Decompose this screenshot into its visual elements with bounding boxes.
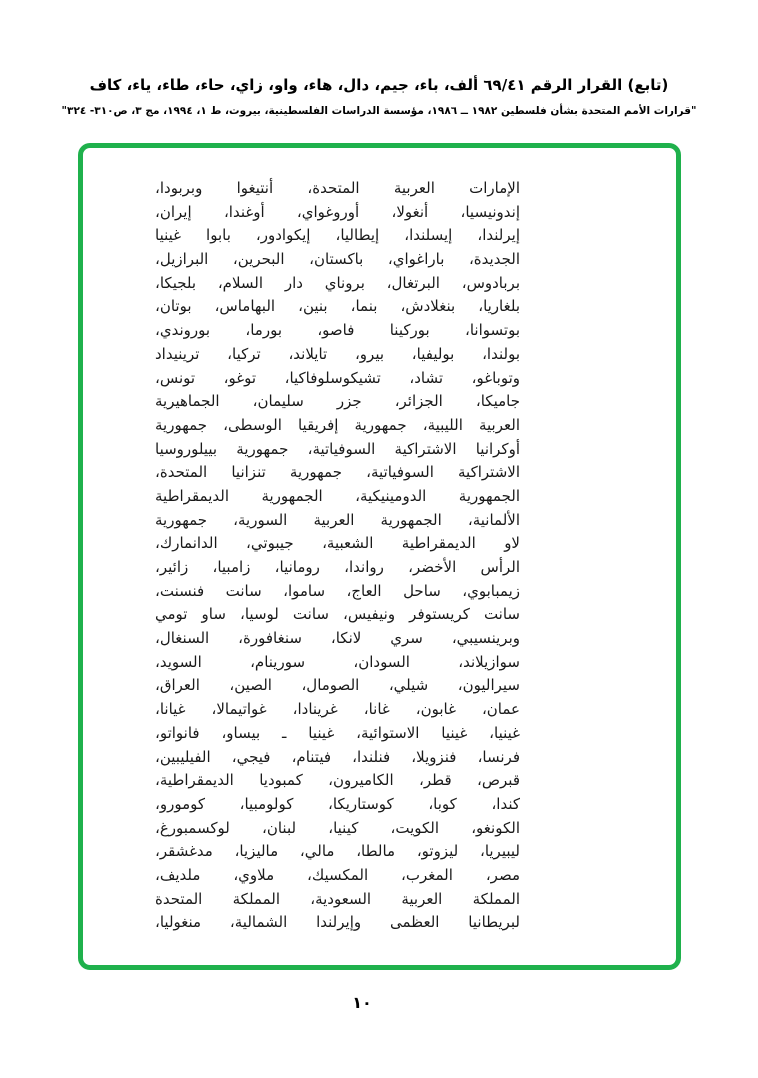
- text-line: بولندا، بوليفيا، بيرو، تايلاند، تركيا، ترينيداد: [155, 344, 520, 363]
- text-line: بوتسوانا، بوركينا فاصو، بورما، بوروندي،: [155, 321, 520, 340]
- text-line: وتوباغو، تشاد، تشيكوسلوفاكيا، توغو، تونس،: [155, 368, 520, 387]
- text-line: الجمهورية الدومينيكية، الجمهورية الديمقراطية: [155, 486, 520, 505]
- text-line: سيراليون، شيلي، الصومال، الصين، العراق،: [155, 676, 520, 695]
- text-line: أوكرانيا الاشتراكية السوفياتية، جمهورية بييلوروسيا: [155, 439, 520, 458]
- text-line: زيمبابوي، ساحل العاج، ساموا، سانت فنسنت،: [155, 581, 520, 600]
- source-citation: "قرارات الأمم المتحدة بشأن فلسطين ١٩٨٢ ــ ١٩٨٦، مؤسسة الدراسات الفلسطينية، بيروت، ط ١، ١٩٩٤، مج ٣، ص٣١٠- ٣٢٤": [61, 105, 697, 117]
- text-line: قبرص، قطر، الكاميرون، كمبوديا الديمقراطية،: [155, 771, 520, 790]
- text-line: المملكة العربية السعودية، المملكة المتحدة: [155, 889, 520, 908]
- text-line: سوازيلاند، السودان، سورينام، السويد،: [155, 652, 520, 671]
- text-line: غينيا، غينيا الاستوائية، غينيا ـ بيساو، فانواتو،: [155, 723, 520, 742]
- text-line: بلغاريا، بنغلادش، بنما، بنين، البهاماس، بوتان،: [155, 297, 520, 316]
- text-line: لاو الديمقراطية الشعبية، جيبوتي، الدانمارك،: [155, 534, 520, 553]
- text-line: مصر، المغرب، المكسيك، ملاوي، ملديف،: [155, 865, 520, 884]
- text-line: إيرلندا، إيسلندا، إيطاليا، إيكوادور، بابوا غينيا: [155, 226, 520, 245]
- text-line: كندا، كوبا، كوستاريكا، كولومبيا، كومورو،: [155, 794, 520, 813]
- text-line: بربادوس، البرتغال، بروناي دار السلام، بلجيكا،: [155, 273, 520, 292]
- text-line: الإمارات العربية المتحدة، أنتيغوا وبربودا،: [155, 179, 520, 197]
- text-line: عمان، غابون، غانا، غرينادا، غواتيمالا، غيانا،: [155, 700, 520, 719]
- country-list: [155, 177, 520, 935]
- text-line: جاميكا، الجزائر، جزر سليمان، الجماهيرية: [155, 392, 520, 411]
- text-line: العربية الليبية، جمهورية إفريقيا الوسطى، جمهورية: [155, 415, 520, 434]
- text-line: لبريطانيا العظمى وإيرلندا الشمالية، منغوليا،: [155, 913, 520, 932]
- text-line: وبرينسيبي، سري لانكا، سنغافورة، السنغال،: [155, 629, 520, 648]
- text-line: الاشتراكية السوفياتية، جمهورية تنزانيا المتحدة،: [155, 463, 520, 482]
- page-number: ١٠: [352, 993, 372, 1012]
- text-line: فرنسا، فنزويلا، فنلندا، فيتنام، فيجي، الفيليبين،: [155, 747, 520, 766]
- text-line: الألمانية، الجمهورية العربية السورية، جمهورية: [155, 510, 520, 529]
- text-line: الرأس الأخضر، رواندا، رومانيا، زامبيا، زائير،: [155, 558, 520, 576]
- resolution-header: (تابع) القرار الرقم ٦٩/٤١ ألف، باء، جيم، دال، هاء، واو، زاي، حاء، طاء، ياء، كاف: [89, 76, 669, 94]
- text-line: الجديدة، باراغواي، باكستان، البحرين، البرازيل،: [155, 250, 520, 269]
- text-line: سانت كريستوفر ونيفيس، سانت لوسيا، ساو تومي: [155, 605, 520, 624]
- text-line: ليبيريا، ليزوتو، مالطا، مالي، ماليزيا، مدغشقر،: [155, 842, 520, 861]
- text-line: الكونغو، الكويت، كينيا، لبنان، لوكسمبورغ،: [155, 818, 520, 837]
- text-line: إندونيسيا، أنغولا، أوروغواي، أوغندا، إيران،: [155, 202, 520, 221]
